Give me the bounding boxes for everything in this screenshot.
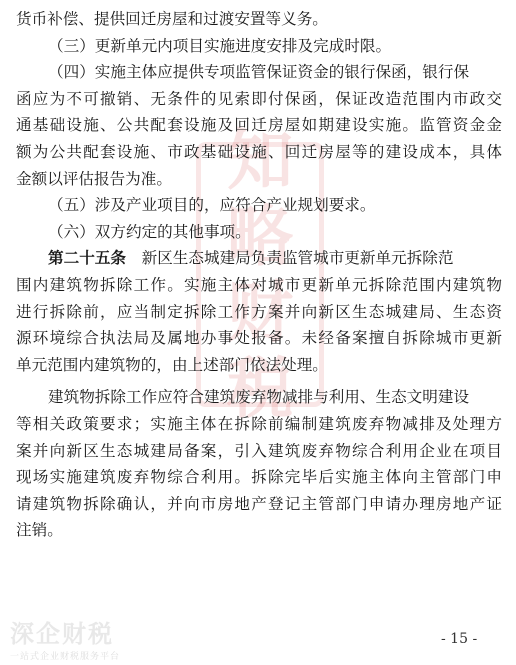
text-line: （六）双方约定的其他事项。 xyxy=(48,222,251,241)
text-line: 金额以评估报告为准。 xyxy=(16,169,172,188)
text-line: 围内建筑物拆除工作。实施主体对城市更新单元拆除范围内建筑物 xyxy=(16,275,502,294)
watermark-slogan: 一站式企业财税服务平台 xyxy=(10,652,121,662)
text-line: 新区生态城建局负责监管城市更新单元拆除范 xyxy=(141,249,454,268)
text-line: 建筑物拆除工作应符合建筑废弃物减排与利用、生态文明建设 xyxy=(48,388,470,407)
text-line: 源环境综合执法局及属地办事处报备。未经备案擅自拆除城市更新 xyxy=(16,329,502,348)
watermark-brand: 深企财税 xyxy=(10,620,114,648)
article-number: 第二十五条 xyxy=(48,249,126,268)
text-line: （五）涉及产业项目的，应符合产业规划要求。 xyxy=(48,196,376,215)
text-line: 现场实施建筑废弃物综合利用。拆除完毕后实施主体向主管部门申 xyxy=(16,468,502,487)
text-line: 等相关政策要求；实施主体在拆除前编制建筑废弃物减排及处理方 xyxy=(16,414,502,433)
document-body xyxy=(16,6,502,544)
text-line: 函应为不可撤销、无条件的见索即付保函，保证改造范围内市政交 xyxy=(16,89,502,108)
text-line: 额为公共配套设施、市政基础设施、回迁房屋等的建设成本，具体 xyxy=(16,142,502,161)
text-line: 注销。 xyxy=(16,521,63,540)
article-first-line xyxy=(16,245,502,272)
text-line: 通基础设施、公共配套设施及回迁房屋如期建设实施。监管资金金 xyxy=(16,116,502,135)
watermark-char: 税 xyxy=(227,349,293,427)
page-number: - 15 - xyxy=(441,631,478,647)
text-line: 单元范围内建筑物的，由上述部门依法处理。 xyxy=(16,355,328,374)
text-line: 请建筑物拆除确认，并向市房地产登记主管部门申请办理房地产证 xyxy=(16,494,502,513)
text-line: 进行拆除前，应当制定拆除工作方案并向新区生态城建局、生态资 xyxy=(16,302,502,321)
footer-watermark xyxy=(10,622,120,662)
watermark-char: 知 xyxy=(227,121,293,199)
text-line: （三）更新单元内项目实施进度安排及完成时限。 xyxy=(48,36,392,55)
text-line: （四）实施主体应提供专项监管保证资金的银行保函，银行保 xyxy=(48,63,470,82)
watermark-char: 财 xyxy=(227,273,293,351)
text-line: 货币补偿、提供回迁房屋和过渡安置等义务。 xyxy=(16,10,328,28)
watermark-char: 略 xyxy=(227,197,293,275)
text-line: 案并向新区生态城建局备案，引入建筑废弃物综合利用企业在项目 xyxy=(16,441,502,460)
